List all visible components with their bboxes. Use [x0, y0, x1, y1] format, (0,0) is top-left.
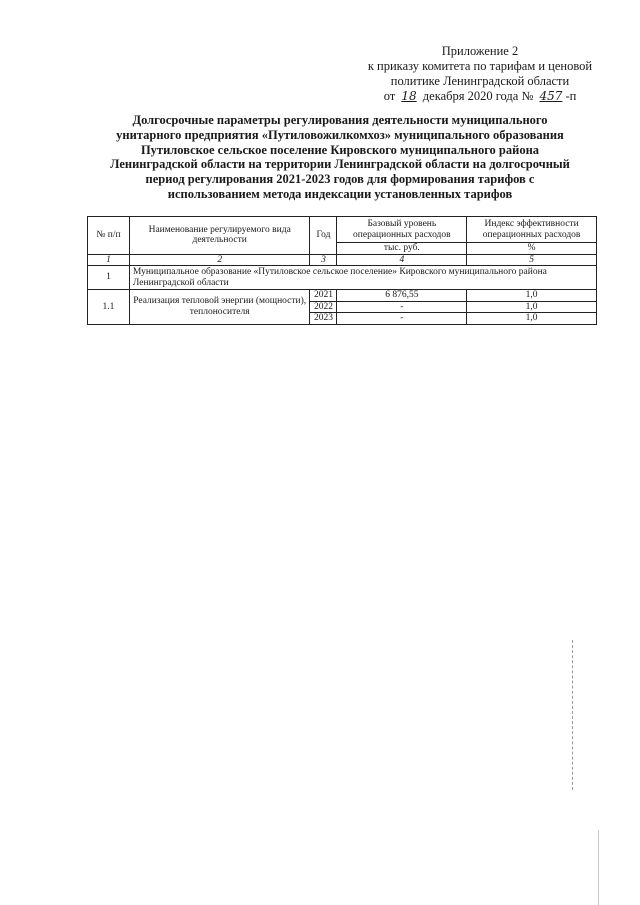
- row-base: 6 876,55: [337, 290, 467, 302]
- row-index: 1,0: [467, 313, 597, 325]
- document-header: [330, 44, 630, 104]
- date-prefix: от: [383, 89, 396, 103]
- header-activity: Наименование регулируемого вида деятельности: [129, 217, 310, 255]
- column-number: 1: [88, 254, 130, 266]
- header-year: Год: [310, 217, 337, 255]
- header-index: Индекс эффективности операционных расходов: [467, 217, 597, 243]
- column-number: 2: [129, 254, 310, 266]
- handwritten-order-number: 457: [539, 89, 563, 103]
- parameters-table: [87, 216, 597, 325]
- scan-artifact: [598, 830, 599, 905]
- column-number: 4: [337, 254, 467, 266]
- row-base: -: [337, 313, 467, 325]
- title-line: Путиловское сельское поселение Кировского муниципального района: [140, 142, 540, 157]
- scan-artifact: [572, 640, 573, 790]
- appendix-label: Приложение 2: [441, 44, 519, 58]
- unit-index: %: [467, 243, 597, 255]
- row-year: 2021: [310, 290, 337, 302]
- title-line: период регулирования 2021-2023 годов для формирования тарифов с: [145, 172, 535, 187]
- title-line: Ленинградской области на территории Ленинградской области на долгосрочный: [110, 157, 570, 172]
- item-number: 1.1: [88, 290, 130, 325]
- row-base: -: [337, 301, 467, 313]
- section-name: Муниципальное образование «Путиловское сельское поселение» Кировского муниципального района Ленинградской области: [129, 266, 596, 290]
- document-title: [80, 113, 600, 202]
- column-number: 5: [467, 254, 597, 266]
- section-number: 1: [88, 266, 130, 290]
- header-num: № п/п: [88, 217, 130, 255]
- row-year: 2022: [310, 301, 337, 313]
- committee-name: политике Ленинградской области: [390, 74, 570, 88]
- item-name: Реализация тепловой энергии (мощности), теплоносителя: [129, 290, 310, 325]
- order-reference: к приказу комитета по тарифам и ценовой: [367, 59, 593, 73]
- row-index: 1,0: [467, 290, 597, 302]
- title-line: Долгосрочные параметры регулирования деятельности муниципального: [132, 113, 548, 127]
- order-date-line: [330, 89, 630, 104]
- date-suffix: -п: [565, 89, 577, 103]
- title-line: унитарного предприятия «Путиловожилкомхоз» муниципального образования: [116, 127, 564, 142]
- row-year: 2023: [310, 313, 337, 325]
- column-number: 3: [310, 254, 337, 266]
- handwritten-day: 18: [401, 89, 417, 103]
- title-line: использованием метода индексации установленных тарифов: [167, 186, 513, 201]
- date-middle: декабря 2020 года №: [422, 89, 534, 103]
- unit-base: тыс. руб.: [337, 243, 467, 255]
- header-base: Базовый уровень операционных расходов: [337, 217, 467, 243]
- row-index: 1,0: [467, 301, 597, 313]
